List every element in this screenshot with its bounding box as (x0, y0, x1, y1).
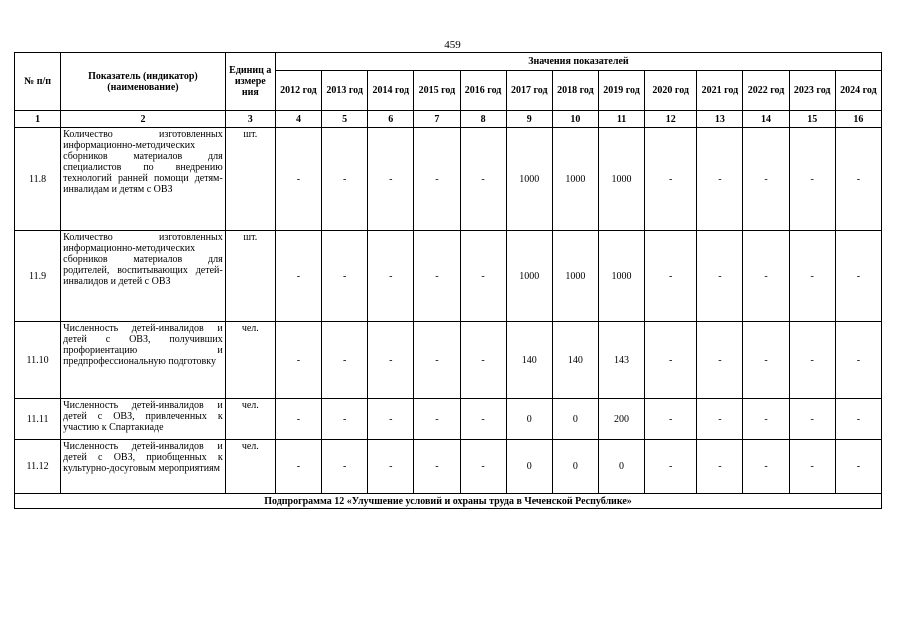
header-indicator: Показатель (индикатор) (наименование) (61, 53, 226, 111)
value-cell: - (460, 231, 506, 322)
value-cell: - (835, 399, 881, 440)
indicator-name: Количество изготовленных информационно-методических сборников материалов для родителей, воспитывающих детей-инвалидов и детей с ОВЗ (61, 231, 226, 322)
value-cell: 0 (552, 399, 598, 440)
value-cell: - (275, 399, 321, 440)
value-cell: 200 (598, 399, 644, 440)
value-cell: - (645, 231, 697, 322)
indicator-name: Численность детей-инвалидов и детей с ОВЗ, приобщенных к культурно-досуговым мероприятиям (61, 440, 226, 494)
value-cell: - (368, 128, 414, 231)
page-number: 459 (444, 39, 461, 51)
unit-cell: шт. (225, 231, 275, 322)
table-body (15, 111, 882, 494)
table-row (15, 440, 882, 494)
year-header: 2014 год (368, 71, 414, 111)
value-cell: - (835, 440, 881, 494)
value-cell: 0 (506, 440, 552, 494)
value-cell: - (743, 128, 789, 231)
value-cell: - (645, 322, 697, 399)
value-cell: - (322, 399, 368, 440)
value-cell: - (697, 231, 743, 322)
value-cell: 143 (598, 322, 644, 399)
value-cell: - (460, 440, 506, 494)
column-number: 2 (61, 111, 226, 128)
value-cell: - (789, 440, 835, 494)
value-cell: - (789, 128, 835, 231)
year-header: 2015 год (414, 71, 460, 111)
value-cell: - (414, 128, 460, 231)
column-number: 10 (552, 111, 598, 128)
subprogram-row (15, 494, 882, 509)
row-number: 11.8 (15, 128, 61, 231)
value-cell: 0 (506, 399, 552, 440)
value-cell: - (697, 322, 743, 399)
value-cell: 1000 (552, 128, 598, 231)
value-cell: - (322, 128, 368, 231)
value-cell: - (368, 399, 414, 440)
value-cell: - (414, 399, 460, 440)
value-cell: - (835, 231, 881, 322)
year-header: 2013 год (322, 71, 368, 111)
value-cell: - (789, 322, 835, 399)
year-header: 2024 год (835, 71, 881, 111)
column-number: 1 (15, 111, 61, 128)
table-row (15, 322, 882, 399)
column-number: 6 (368, 111, 414, 128)
column-number: 5 (322, 111, 368, 128)
year-header: 2016 год (460, 71, 506, 111)
value-cell: - (697, 128, 743, 231)
value-cell: - (743, 231, 789, 322)
indicator-name: Количество изготовленных информационно-методических сборников материалов для специалистов по внедрению технологий ранней помощи детям-инвалидам и детям с ОВЗ (61, 128, 226, 231)
value-cell: - (645, 440, 697, 494)
column-number: 4 (275, 111, 321, 128)
column-number: 14 (743, 111, 789, 128)
value-cell: - (743, 322, 789, 399)
unit-cell: чел. (225, 322, 275, 399)
value-cell: - (275, 231, 321, 322)
value-cell: - (414, 440, 460, 494)
row-number: 11.9 (15, 231, 61, 322)
unit-cell: чел. (225, 440, 275, 494)
value-cell: - (697, 399, 743, 440)
value-cell: - (322, 231, 368, 322)
header-num: № п/п (15, 53, 61, 111)
value-cell: - (275, 128, 321, 231)
value-cell: - (789, 399, 835, 440)
subprogram-title: Подпрограмма 12 «Улучшение условий и охраны труда в Чеченской Республике» (15, 494, 882, 509)
column-number: 13 (697, 111, 743, 128)
column-number: 16 (835, 111, 881, 128)
table-row (15, 128, 882, 231)
year-header: 2020 год (645, 71, 697, 111)
year-header: 2023 год (789, 71, 835, 111)
year-header: 2019 год (598, 71, 644, 111)
value-cell: - (368, 322, 414, 399)
year-header: 2018 год (552, 71, 598, 111)
table-row (15, 231, 882, 322)
value-cell: - (275, 440, 321, 494)
indicator-name: Численность детей-инвалидов и детей с ОВЗ, привлеченных к участию к Спартакиаде (61, 399, 226, 440)
value-cell: 1000 (506, 128, 552, 231)
value-cell: - (275, 322, 321, 399)
indicator-name: Численность детей-инвалидов и детей с ОВЗ, получивших профориентацию и предпрофессиональную подготовку (61, 322, 226, 399)
table-row (15, 399, 882, 440)
column-number: 7 (414, 111, 460, 128)
value-cell: 0 (598, 440, 644, 494)
header-values-group: Значения показателей (275, 53, 881, 71)
value-cell: 140 (506, 322, 552, 399)
row-number: 11.12 (15, 440, 61, 494)
value-cell: - (414, 322, 460, 399)
column-number-row (15, 111, 882, 128)
column-number: 12 (645, 111, 697, 128)
value-cell: - (414, 231, 460, 322)
value-cell: 1000 (598, 128, 644, 231)
value-cell: - (697, 440, 743, 494)
value-cell: - (645, 399, 697, 440)
column-number: 15 (789, 111, 835, 128)
value-cell: 1000 (598, 231, 644, 322)
value-cell: 0 (552, 440, 598, 494)
value-cell: - (322, 322, 368, 399)
value-cell: - (645, 128, 697, 231)
header-unit: Единиц а измере ния (225, 53, 275, 111)
column-number: 8 (460, 111, 506, 128)
row-number: 11.10 (15, 322, 61, 399)
row-number: 11.11 (15, 399, 61, 440)
value-cell: 1000 (552, 231, 598, 322)
value-cell: - (460, 399, 506, 440)
column-number: 9 (506, 111, 552, 128)
value-cell: - (368, 231, 414, 322)
year-header: 2022 год (743, 71, 789, 111)
value-cell: - (460, 128, 506, 231)
column-number: 3 (225, 111, 275, 128)
value-cell: 1000 (506, 231, 552, 322)
value-cell: - (368, 440, 414, 494)
indicators-table (14, 52, 882, 509)
value-cell: 140 (552, 322, 598, 399)
value-cell: - (322, 440, 368, 494)
year-header: 2021 год (697, 71, 743, 111)
value-cell: - (789, 231, 835, 322)
column-number: 11 (598, 111, 644, 128)
value-cell: - (460, 322, 506, 399)
value-cell: - (835, 128, 881, 231)
value-cell: - (743, 440, 789, 494)
unit-cell: чел. (225, 399, 275, 440)
value-cell: - (835, 322, 881, 399)
unit-cell: шт. (225, 128, 275, 231)
year-header: 2012 год (275, 71, 321, 111)
year-header: 2017 год (506, 71, 552, 111)
value-cell: - (743, 399, 789, 440)
